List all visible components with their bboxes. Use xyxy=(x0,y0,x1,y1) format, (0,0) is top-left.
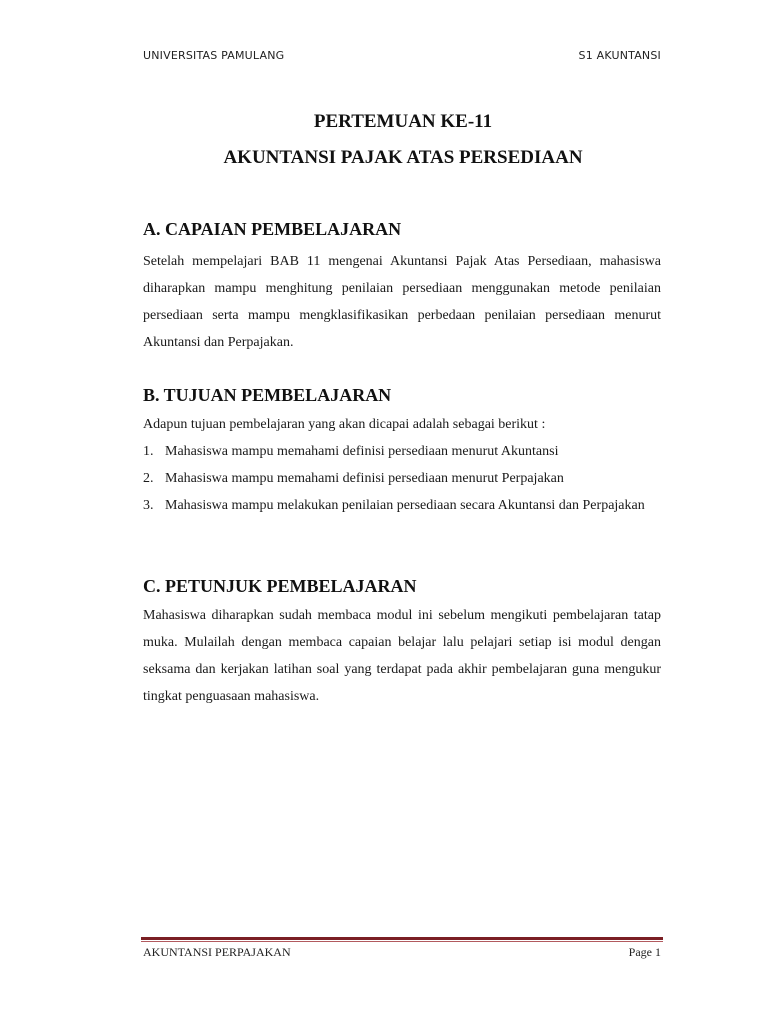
list-number: 3. xyxy=(143,498,154,513)
list-item xyxy=(143,492,661,519)
section-intro: Adapun tujuan pembelajaran yang akan dicapai adalah sebagai berikut : xyxy=(143,417,546,432)
list-item xyxy=(143,465,661,492)
list-number: 1. xyxy=(143,444,154,459)
section-petunjuk xyxy=(143,575,661,710)
section-paragraph: Setelah mempelajari BAB 11 mengenai Akuntansi Pajak Atas Persediaan, mahasiswa diharapkan mampu menghitung penilaian persediaan menggunakan metode penilaian persediaan serta mampu mengklasifikasikan perbedaan penilaian persediaan menurut Akuntansi dan Perpajakan. xyxy=(143,254,661,350)
section-paragraph: Mahasiswa diharapkan sudah membaca modul ini sebelum mengikuti pembelajaran tatap muka. Mulailah dengan membaca capaian belajar lalu pelajari setiap isi modul dengan seksama dan kerjakan latihan soal yang terdapat pada akhir pembelajaran guna mengukur tingkat penguasaan mahasiswa. xyxy=(143,608,661,704)
section-tujuan xyxy=(143,384,661,519)
list-text: Mahasiswa mampu melakukan penilaian persediaan secara Akuntansi dan Perpajakan xyxy=(165,498,645,513)
header-university: UNIVERSITAS PAMULANG xyxy=(143,49,285,62)
section-heading: A. CAPAIAN PEMBELAJARAN xyxy=(143,219,402,239)
section-capaian xyxy=(143,218,661,356)
footer-course: AKUNTANSI PERPAJAKAN xyxy=(143,945,291,959)
footer-rule-thin xyxy=(141,941,663,942)
objectives-list xyxy=(143,438,661,519)
page-subtitle: AKUNTANSI PAJAK ATAS PERSEDIAAN xyxy=(223,147,583,168)
footer-rule xyxy=(141,937,663,940)
list-number: 2. xyxy=(143,471,154,486)
header-program: S1 AKUNTANSI xyxy=(578,49,661,62)
section-heading: B. TUJUAN PEMBELAJARAN xyxy=(143,385,392,405)
section-heading: C. PETUNJUK PEMBELAJARAN xyxy=(143,576,417,596)
list-item xyxy=(143,438,661,465)
page-title: PERTEMUAN KE-11 xyxy=(313,111,493,132)
list-text: Mahasiswa mampu memahami definisi persediaan menurut Perpajakan xyxy=(165,471,564,486)
page-number: Page 1 xyxy=(628,945,661,959)
list-text: Mahasiswa mampu memahami definisi persediaan menurut Akuntansi xyxy=(165,444,559,459)
